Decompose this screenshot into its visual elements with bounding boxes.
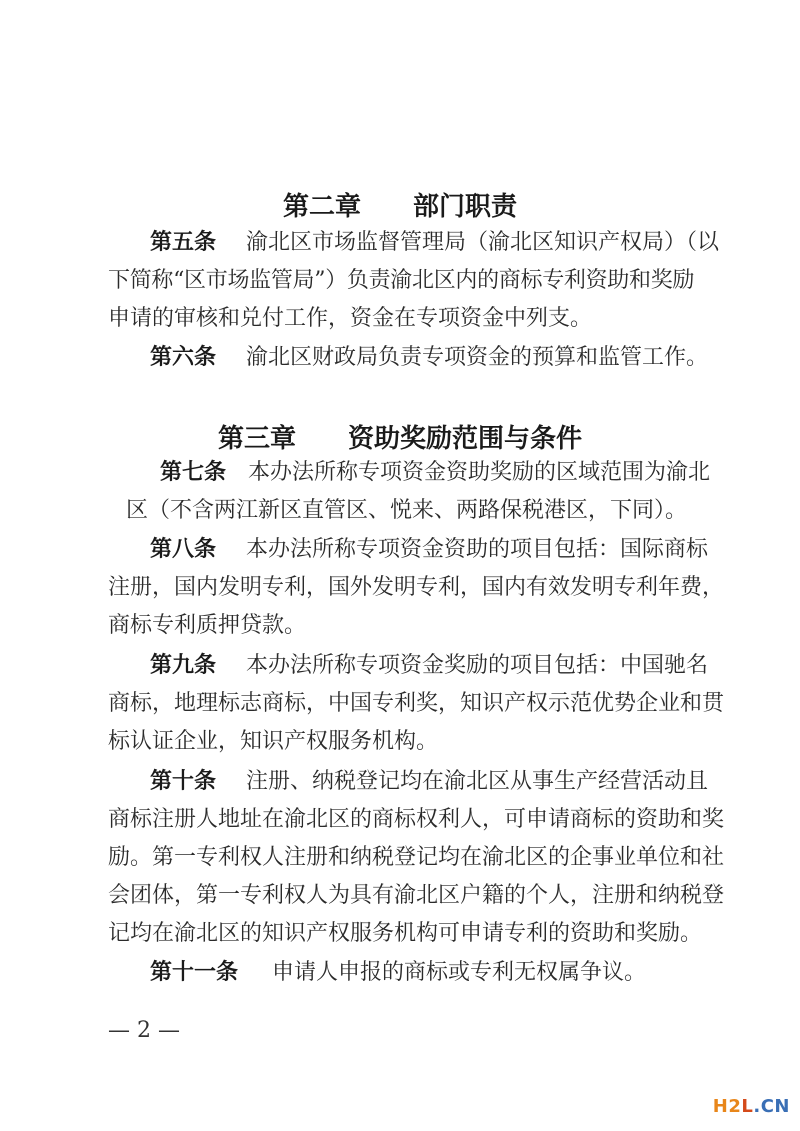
- article-9-line-1: 第九条 本办法所称专项资金奖励的项目包括：中国驰名: [150, 653, 709, 678]
- article-6-label: 第六条: [150, 345, 217, 370]
- article-11-line-1: 第十一条 申请人申报的商标或专利无权属争议。: [150, 960, 647, 985]
- article-9-line-2: 商标，地理标志商标，中国专利奖，知识产权示范优势企业和贯: [108, 691, 725, 716]
- article-10-line-4: 会团体，第一专利权人为具有渝北区户籍的个人，注册和纳税登: [108, 883, 725, 908]
- article-9-line-3: 标认证企业，知识产权服务机构。: [108, 729, 439, 754]
- article-7-line-2: 区（不含两江新区直管区、悦来、两路保税港区，下同）。: [126, 498, 688, 523]
- article-5-label: 第五条: [150, 230, 217, 255]
- article-10-line-1: 第十条 注册、纳税登记均在渝北区从事生产经营活动且: [150, 769, 709, 794]
- article-5-line-1: 第五条 渝北区市场监督管理局（渝北区知识产权局）（以: [150, 230, 720, 255]
- article-10-line-3: 励。第一专利权人注册和纳税登记均在渝北区的企事业单位和社: [108, 845, 725, 870]
- article-7-line-1: 第七条 本办法所称专项资金资助奖励的区域范围为渝北: [160, 460, 711, 485]
- article-10-label: 第十条: [150, 769, 217, 794]
- chapter-3-number: 第三章: [217, 424, 296, 454]
- article-10-line-2: 商标注册人地址在渝北区的商标权利人，可申请商标的资助和奖: [108, 807, 725, 832]
- chapter-2-title: 部门职责: [413, 192, 518, 222]
- article-8-line-1: 第八条 本办法所称专项资金资助的项目包括：国际商标: [150, 537, 709, 562]
- article-8-label: 第八条: [150, 537, 217, 562]
- article-10-line-5: 记均在渝北区的知识产权服务机构可申请专利的资助和奖励。: [108, 921, 703, 946]
- article-11-label: 第十一条: [150, 960, 239, 985]
- chapter-3-title: 资助奖励范围与条件: [348, 424, 583, 454]
- chapter-2-number: 第二章: [282, 192, 361, 222]
- article-9-label: 第九条: [150, 653, 217, 678]
- article-5-line-2: 下简称“区市场监管局”）负责渝北区内的商标专利资助和奖励: [108, 268, 695, 293]
- chapter-2-heading: [0, 186, 800, 223]
- page-number: — 2 —: [108, 1018, 180, 1043]
- article-8-line-3: 商标专利质押贷款。: [108, 613, 307, 638]
- article-6-line-1: 第六条 渝北区财政局负责专项资金的预算和监管工作。: [150, 345, 709, 370]
- site-watermark: H2L.CN: [712, 1096, 790, 1117]
- article-7-label: 第七条: [160, 460, 227, 485]
- article-5-line-3: 申请的审核和兑付工作，资金在专项资金中列支。: [108, 306, 593, 331]
- chapter-3-heading: [0, 418, 800, 455]
- article-8-line-2: 注册，国内发明专利，国外发明专利，国内有效发明专利年费，: [108, 575, 725, 600]
